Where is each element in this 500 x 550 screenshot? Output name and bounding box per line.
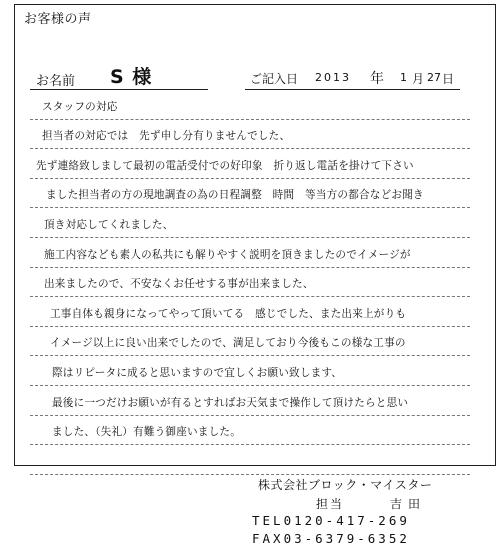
ruled-line [30, 149, 470, 179]
comment-line: イメージ以上に良い出来でしたので、満足しており今後もこの様な工事の [50, 337, 406, 350]
date-day: 27 [427, 71, 441, 84]
phone-number: TEL0120-417-269 [252, 513, 410, 528]
ruled-line [30, 208, 470, 238]
ruled-line [30, 445, 470, 475]
ruled-comment-area [30, 90, 470, 475]
ruled-line [30, 179, 470, 209]
comment-line: 施工内容なども素人の私共にも解りやすく説明を頂きましたのでイメージが [44, 248, 411, 261]
comment-line: 担当者の対応では 先ず申し分有りませんでした、 [42, 130, 291, 143]
comment-line: 頂き対応してくれました、 [44, 218, 174, 231]
comment-line: 出来ましたので、不安なくお任せする事が出来ました、 [44, 278, 314, 291]
ruled-line [30, 238, 470, 268]
date-label: ご記入日 [250, 72, 299, 86]
ruled-line [30, 327, 470, 357]
date-month: 1 [400, 71, 407, 84]
ruled-line [30, 356, 470, 386]
company-name: 株式会社ブロック・マイスター [258, 478, 433, 492]
comment-line: 最後に一つだけお願いが有るとすればお天気まで操作して頂けたらと思い [52, 396, 409, 409]
ruled-line [30, 90, 470, 120]
name-label: お名前 [36, 74, 76, 89]
date-month-unit: 月 [412, 72, 425, 86]
form-title: お客様の声 [24, 12, 92, 27]
representative-label: 担当 [316, 497, 345, 511]
ruled-line [30, 386, 470, 416]
date-year: 2013 [315, 71, 351, 84]
comment-line: 先ず連絡致しまして最初の電話受付での好印象 折り返し電話を掛けて下さい [36, 159, 414, 172]
fax-number: FAX03-6379-6352 [252, 531, 410, 546]
ruled-line [30, 297, 470, 327]
comment-line: 際はリピータに成ると思いますので宜しくお願い致します、 [52, 366, 343, 379]
comment-line: ました、（失礼）有難う御座いました。 [52, 426, 241, 439]
comment-line: 工事自体も親身になってやって頂いてる 感じでした、また出来上がりも [50, 307, 407, 320]
ruled-line [30, 416, 470, 446]
date-year-unit: 年 [370, 71, 384, 87]
customer-name: S 様 [110, 66, 153, 88]
ruled-line [30, 268, 470, 298]
comment-line: ました担当者の方の現地調査の為の日程調整 時間 等当方の都合などお聞き [46, 189, 424, 202]
date-day-unit: 日 [442, 72, 455, 86]
representative-name: 吉田 [390, 497, 427, 511]
comment-line: スタッフの対応 [42, 100, 118, 113]
ruled-line [30, 120, 470, 150]
